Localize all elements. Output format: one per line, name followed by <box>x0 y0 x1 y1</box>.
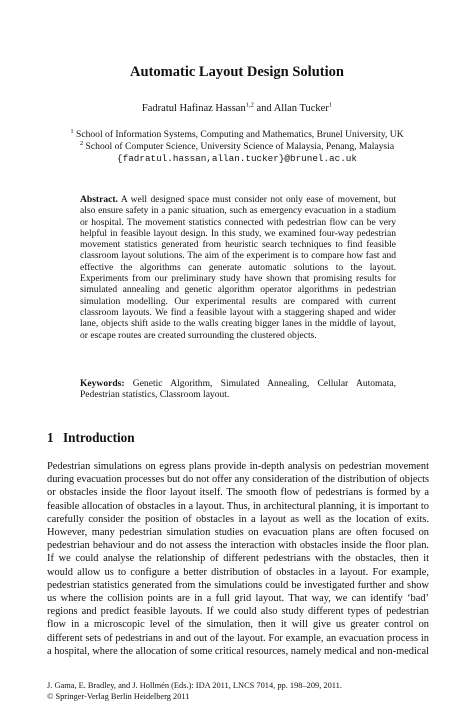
author-affiliation-mark: 1,2 <box>245 101 254 109</box>
paper-title: Automatic Layout Design Solution <box>130 64 344 80</box>
footer-copyright: © Springer-Verlag Berlin Heidelberg 2011 <box>47 692 190 701</box>
author-conjunction: and <box>253 103 274 114</box>
keywords-label: Keywords: <box>80 378 125 389</box>
affiliation-mark: 1 <box>70 127 74 135</box>
affiliation-1 <box>0 129 474 141</box>
affiliation-text: School of Computer Science, University Science of Malaysia, Penang, Malaysia <box>83 141 395 152</box>
section-heading <box>47 430 135 446</box>
affiliation-text: School of Information Systems, Computing and Mathematics, Brunel University, UK <box>73 129 404 140</box>
keywords <box>80 378 396 401</box>
author-name: Allan Tucker <box>273 103 329 114</box>
abstract <box>80 194 396 341</box>
affiliation-mark: 2 <box>79 139 84 147</box>
section-number: 1 <box>47 430 54 445</box>
section-title: Introduction <box>63 430 135 445</box>
author-email: {fadratul.hassan,allan.tucker}@brunel.ac.uk <box>117 153 357 164</box>
affiliation-2 <box>0 141 474 153</box>
author-affiliation-mark: 1 <box>328 101 333 109</box>
author-name: Fadratul Hafinaz Hassan <box>141 103 246 114</box>
abstract-text: A well designed space must consider not only ease of movement, but also ensure safety in a panic situation, such as emergency evacuation in a stadium or hospital. The movement statistics connected with pedestrian flow can be very helpful in feasible layout design. In this study, we examined four-way pedestrian movement statistics generated from heuristic search techniques to find feasible classroom layout solutions. The aim of the experiment is to compare how fast and effective the algorithms can generate automatic solutions to the layout. Experiments from our preliminary study have shown that promising results for simulated annealing and genetic algorithm operator algorithms in pedestrian simulation modelling. Our experimental results are compared with current classroom layouts. We find a feasible layout with a staggering shaped and wider lane, objects shift aside to the walls creating bigger lanes in the middle of layout, or escape routes are created surrounding the clustered objects. <box>80 194 396 341</box>
footer-citation: J. Gama, E. Bradley, and J. Hollmén (Eds.): IDA 2011, LNCS 7014, pp. 198–209, 2011. <box>47 681 342 690</box>
author-line <box>0 103 474 114</box>
body-paragraph: Pedestrian simulations on egress plans provide in-depth analysis on pedestrian movement during evacuation processes but do not offer any consideration of the distribution of objects or obstacles inside the floor layout itself. The smooth flow of pedestrians is formed by a feasible allocation of obstacles in a layout. Thus, in architectural planning, it is important to carefully consider the position of obstacles in a layout as well as the location of exits. However, many pedestrian simulation studies on evacuation plans are often focused on pedestrian behaviour and do not assess the interaction with obstacles inside the floor plan. If we could analyse the relationship of different pedestrians with the obstacles, then it would allow us to configure a better distribution of obstacles in a layout. For example, pedestrian statistics generated from the simulations could be investigated further and show us where the collision points are in a full grid layout. That way, we can identify ‘bad’ regions and predict feasible layouts. If we could also study different types of pedestrian flow in a microscopic level of the simulation, then it will give us greater control on different sets of pedestrians in and out of the layout. For example, an evacuation process in a hospital, where the allocation of some critical resources, namely medical and non-medical <box>47 461 429 657</box>
keywords-text: Genetic Algorithm, Simulated Annealing, Cellular Automata, Pedestrian statistics, Classroom layout. <box>80 378 396 401</box>
abstract-label: Abstract. <box>80 194 118 205</box>
